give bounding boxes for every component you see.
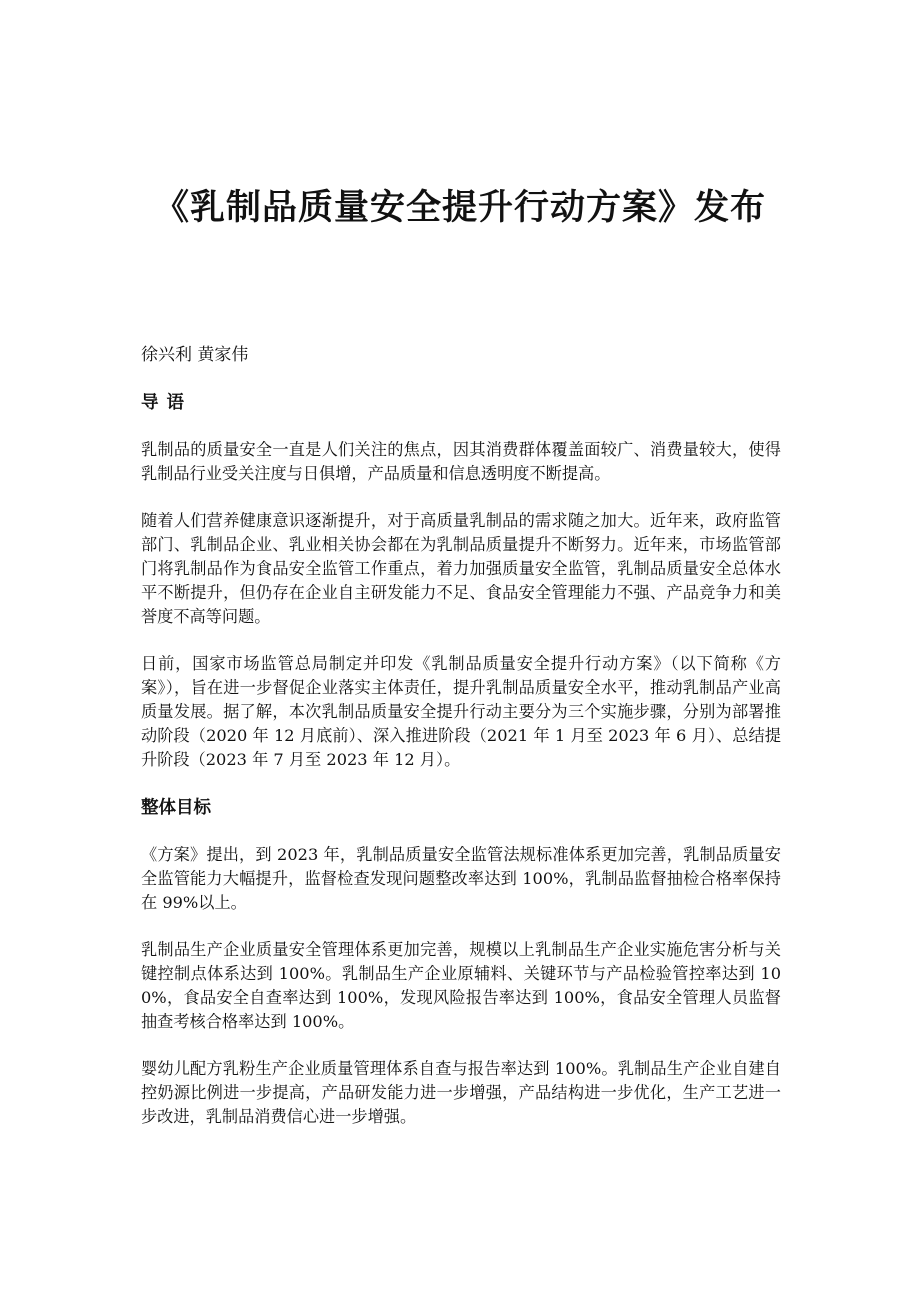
paragraph: 婴幼儿配方乳粉生产企业质量管理体系自查与报告率达到 100%。乳制品生产企业自建自控奶源比例进一步提高，产品研发能力进一步增强，产品结构进一步优化，生产工艺进一步改进，乳制品消费信心进一步增强。 (141, 1059, 781, 1126)
paragraph: 《方案》提出，到 2023 年，乳制品质量安全监管法规标准体系更加完善，乳制品质量安全监管能力大幅提升，监督检查发现问题整改率达到 100%，乳制品监督抽检合格率保持在 99%以上。 (141, 845, 781, 912)
section-heading-intro: 导语 (141, 393, 192, 413)
section-heading-goals: 整体目标 (141, 798, 211, 818)
page-title: 《乳制品质量安全提升行动方案》发布 (153, 188, 766, 228)
paragraph: 日前，国家市场监管总局制定并印发《乳制品质量安全提升行动方案》（以下简称《方案》），旨在进一步督促企业落实主体责任，提升乳制品质量安全水平，推动乳制品产业高质量发展。据了解，本次乳制品质量安全提升行动主要分为三个实施步骤，分别为部署推动阶段（2020 年 12 月底前）、深入推进阶段（2021 年 1 月至 2023 年 6 月）、总结提升阶段（2023 年 7 月至 2023 年 12 月）。 (141, 654, 781, 769)
paragraph: 乳制品的质量安全一直是人们关注的焦点，因其消费群体覆盖面较广、消费量较大，使得乳制品行业受关注度与日俱增，产品质量和信息透明度不断提高。 (141, 440, 781, 483)
paragraph: 随着人们营养健康意识逐渐提升，对于高质量乳制品的需求随之加大。近年来，政府监管部门、乳制品企业、乳业相关协会都在为乳制品质量提升不断努力。近年来，市场监管部门将乳制品作为食品安全监管工作重点，着力加强质量安全监管，乳制品质量安全总体水平不断提升，但仍存在企业自主研发能力不足、食品安全管理能力不强、产品竞争力和美誉度不高等问题。 (141, 511, 781, 626)
section-intro (141, 390, 781, 772)
paragraph: 乳制品生产企业质量安全管理体系更加完善，规模以上乳制品生产企业实施危害分析与关键控制点体系达到 100%。乳制品生产企业原辅料、关键环节与产品检验管控率达到 100%，食品安全自查率达到 100%，发现风险报告率达到 100%，食品安全管理人员监督抽查考核合格率达到 100%。 (141, 940, 781, 1031)
section-overall-goals (141, 795, 781, 1129)
author-byline: 徐兴利 黄家伟 (141, 345, 249, 365)
article-body (141, 342, 781, 1152)
